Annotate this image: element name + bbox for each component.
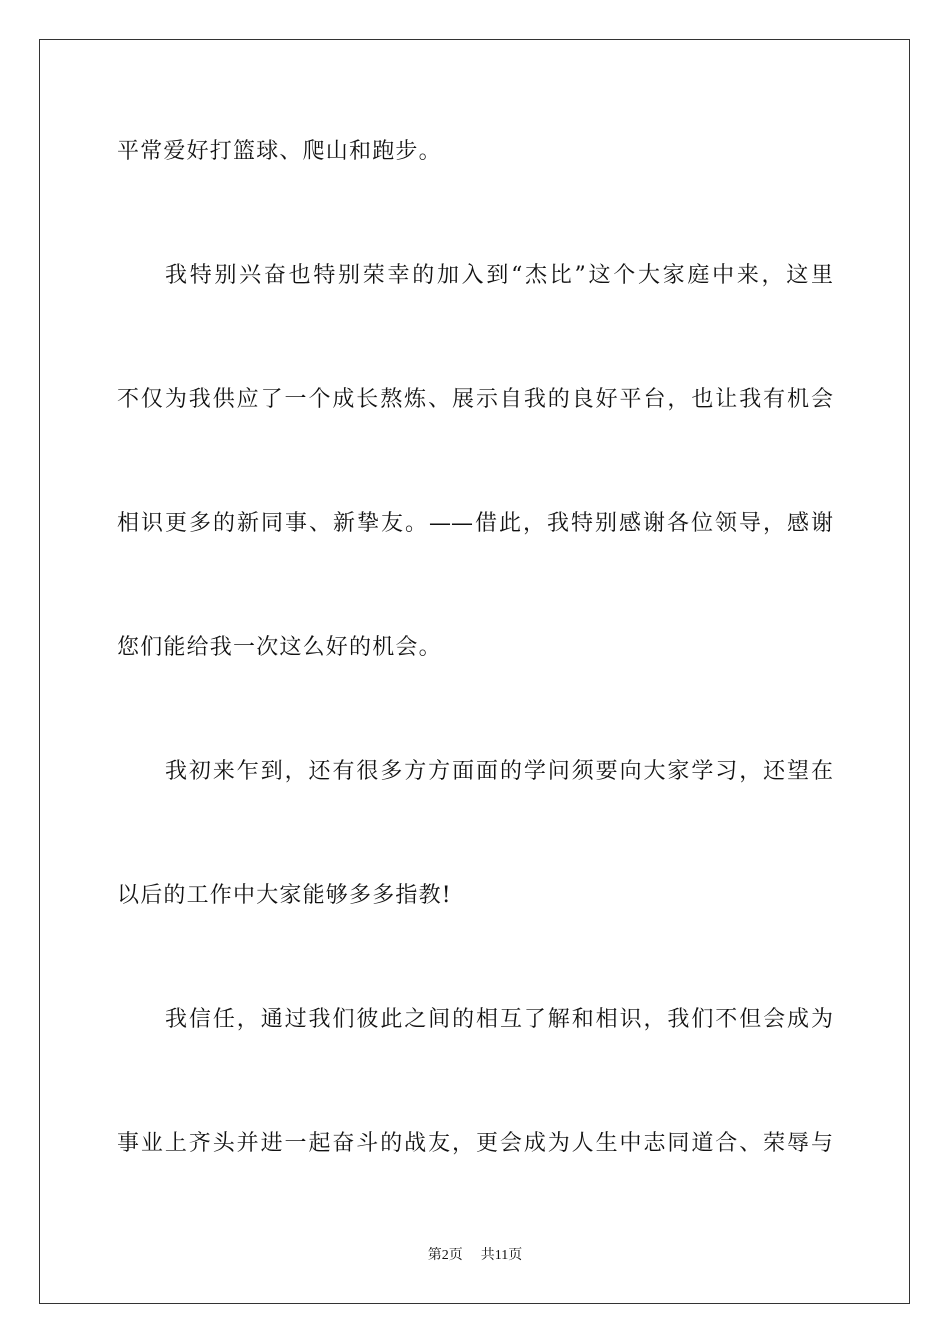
text-line-1: 平常爱好打篮球、爬山和跑步。: [117, 139, 442, 164]
text-line-4: 相识更多的新同事、新挚友。——借此，我特别感谢各位领导，感谢: [117, 511, 833, 536]
page-border: [39, 39, 910, 1304]
page-number: 第2页: [427, 1248, 463, 1263]
text-line-8: 我信任，通过我们彼此之间的相互了解和相识，我们不但会成为: [165, 1007, 833, 1032]
text-line-5: 您们能给我一次这么好的机会。: [117, 635, 442, 660]
text-line-2: 我特别兴奋也特别荣幸的加入到“杰比”这个大家庭中来，这里: [165, 263, 833, 288]
text-line-9: 事业上齐头并进一起奋斗的战友，更会成为人生中志同道合、荣辱与: [117, 1131, 833, 1156]
page-footer: [0, 1247, 950, 1265]
text-line-3: 不仅为我供应了一个成长熬炼、展示自我的良好平台，也让我有机会: [117, 387, 833, 412]
text-line-7: 以后的工作中大家能够多多指教!: [117, 883, 452, 908]
text-line-6: 我初来乍到，还有很多方方面面的学问须要向大家学习，还望在: [165, 759, 833, 784]
page-total: 共11页: [480, 1248, 523, 1263]
